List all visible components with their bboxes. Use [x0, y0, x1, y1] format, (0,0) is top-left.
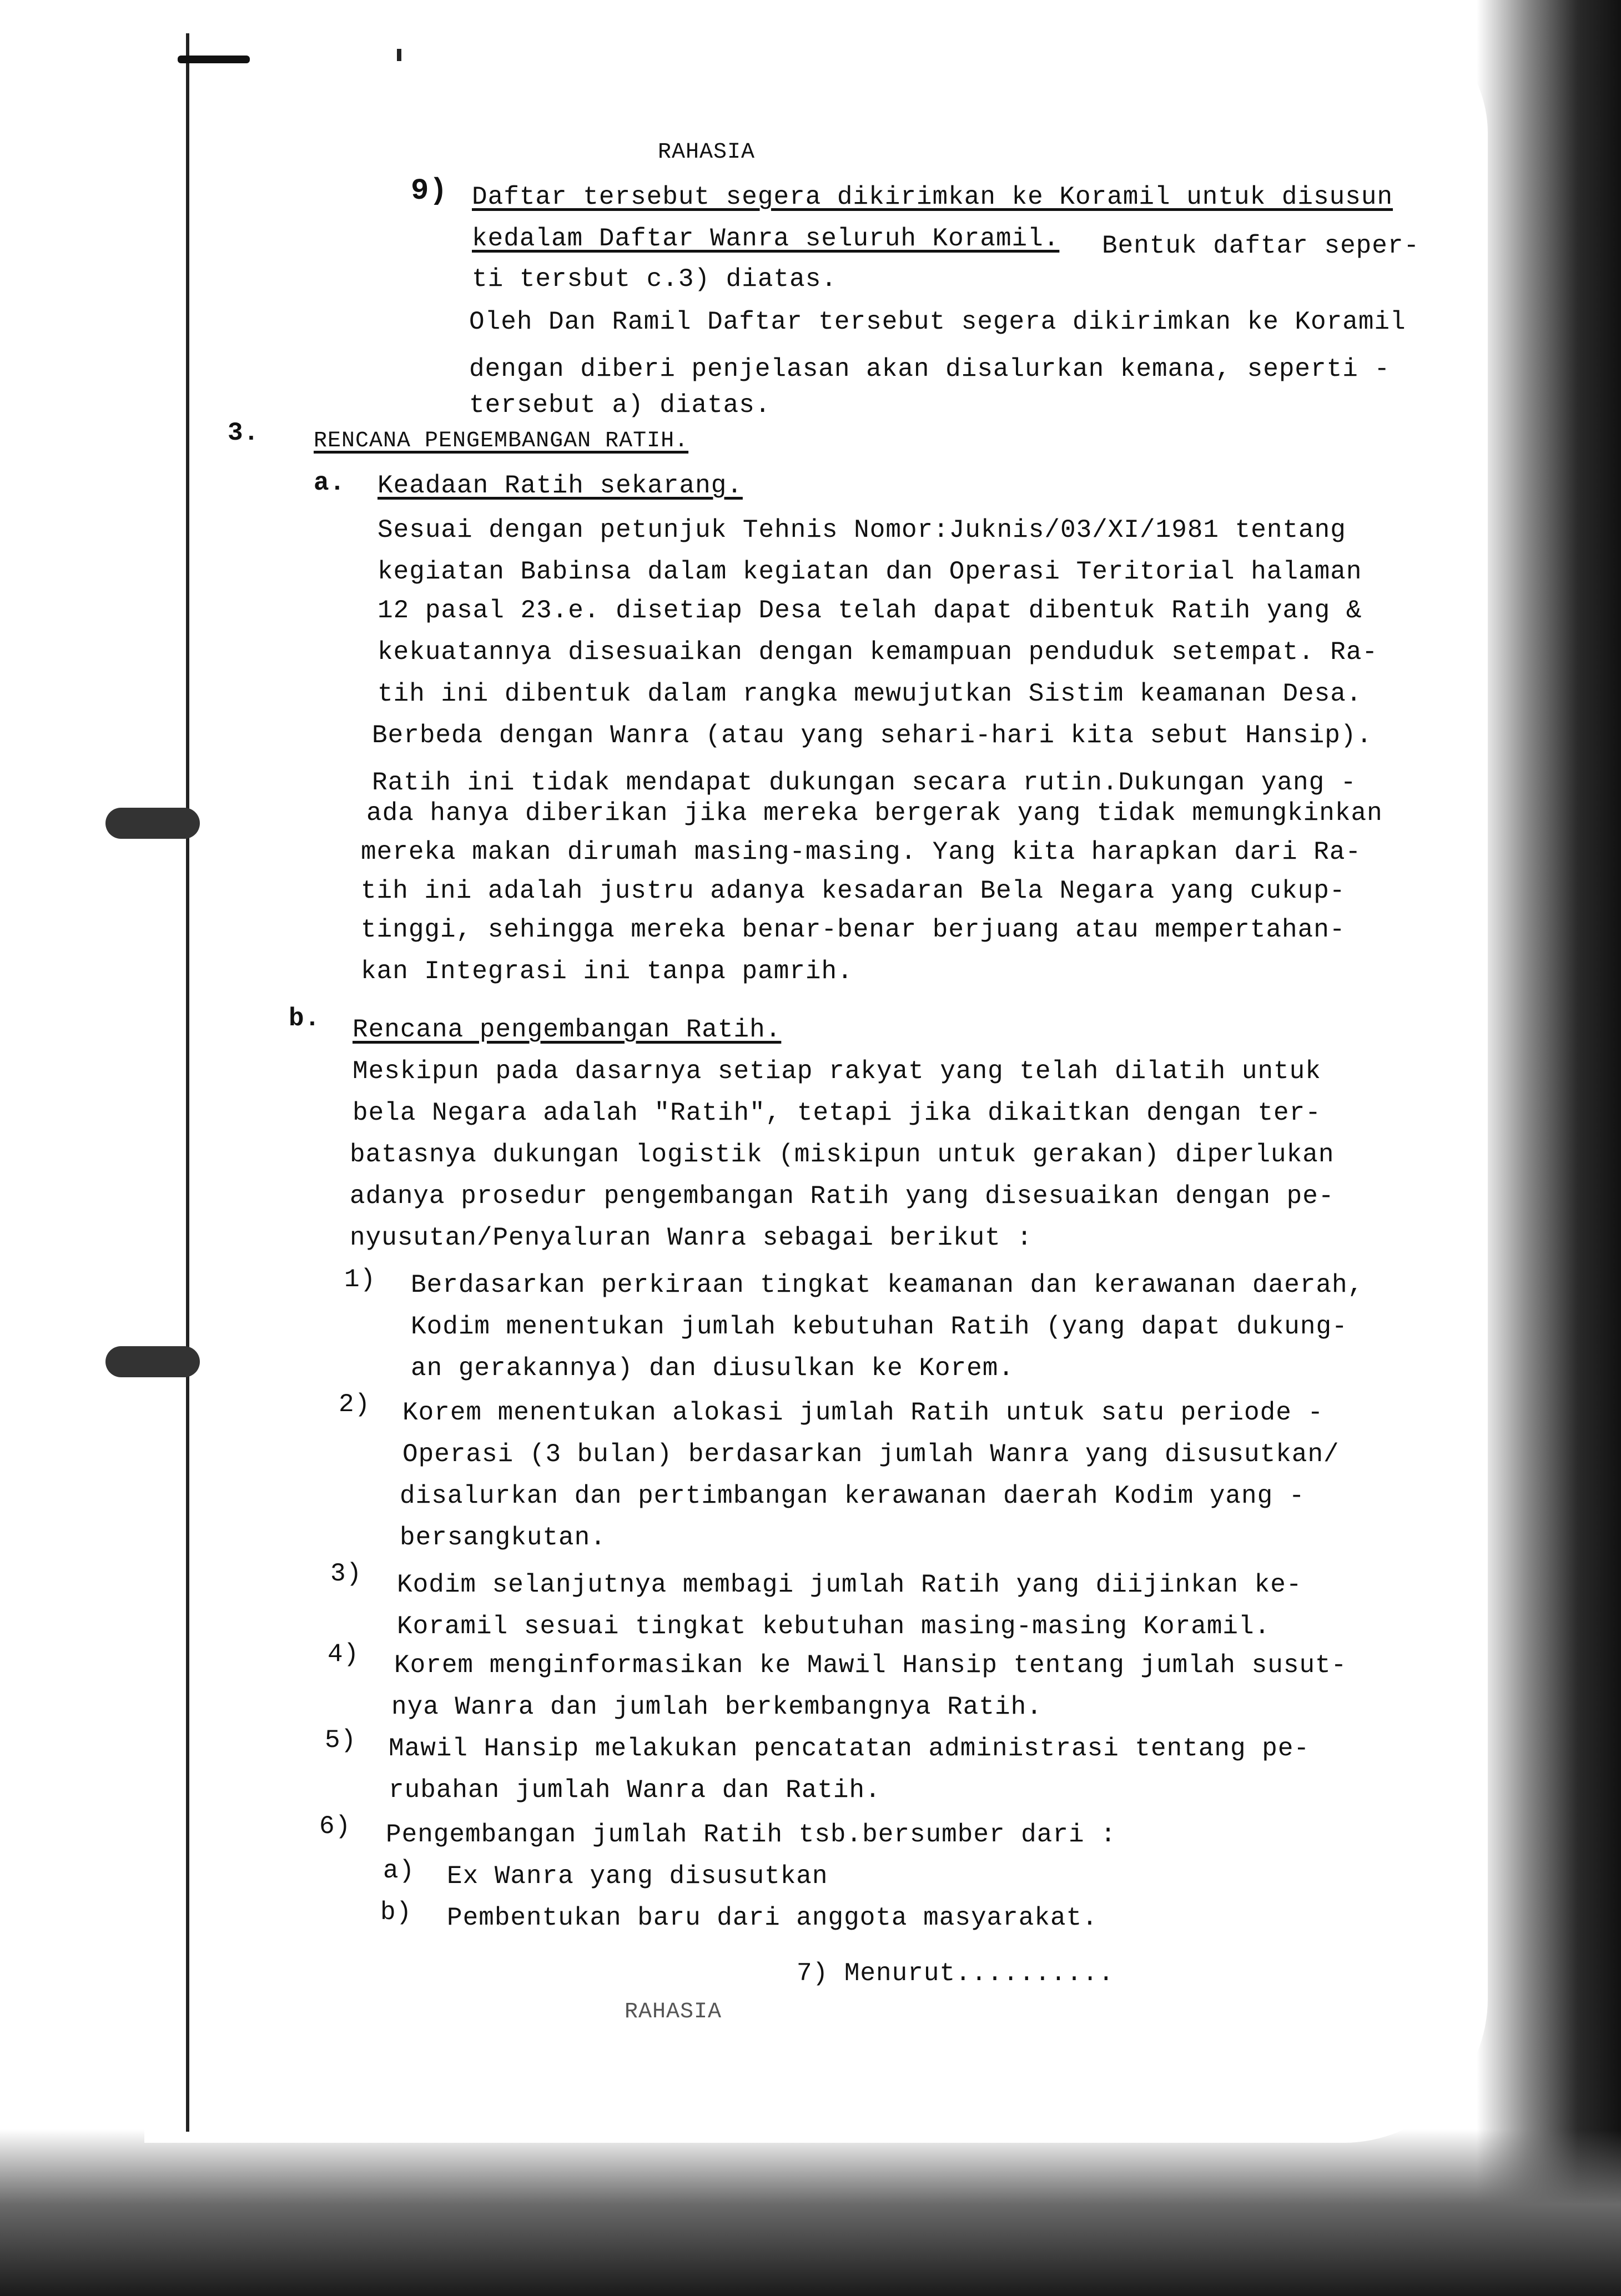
text-line: tersebut a) diatas. — [469, 391, 771, 420]
text-line: Pengembangan jumlah Ratih tsb.bersumber dari : — [386, 1820, 1116, 1849]
subsection-title: Keadaan Ratih sekarang. — [377, 471, 743, 500]
text-line: disalurkan dan pertimbangan kerawanan daerah Kodim yang - — [400, 1482, 1305, 1510]
subsection-marker: a. — [314, 469, 346, 497]
text-line: Mawil Hansip melakukan pencatatan administrasi tentang pe- — [389, 1734, 1310, 1763]
binder-ring — [105, 808, 200, 839]
text-line: dengan diberi penjelasan akan disalurkan kemana, seperti - — [469, 355, 1391, 384]
text-line: Kodim selanjutnya membagi jumlah Ratih yang diijinkan ke- — [397, 1570, 1302, 1599]
text-line: Koramil sesuai tingkat kebutuhan masing-masing Koramil. — [397, 1612, 1271, 1641]
punch-mark — [178, 56, 250, 63]
text-line: Berbeda dengan Wanra (atau yang sehari-hari kita sebut Hansip). — [372, 721, 1373, 750]
text-line: adanya prosedur pengembangan Ratih yang disesuaikan dengan pe- — [350, 1182, 1335, 1211]
text-line: ti tersbut c.3) diatas. — [472, 265, 837, 294]
subsection-title: Rencana pengembangan Ratih. — [353, 1015, 782, 1044]
text-line: Meskipun pada dasarnya setiap rakyat yang telah dilatih untuk — [353, 1057, 1321, 1086]
sub-list-number: a) — [383, 1856, 415, 1885]
classification-footer: RAHASIA — [625, 2000, 722, 2025]
list-item-number: 4) — [328, 1640, 360, 1669]
text-line: Kodim menentukan jumlah kebutuhan Ratih (yang dapat dukung- — [411, 1312, 1348, 1341]
text-line: Berdasarkan perkiraan tingkat keamanan dan kerawanan daerah, — [411, 1271, 1364, 1300]
text-line: tih ini dibentuk dalam rangka mewujutkan Sistim keamanan Desa. — [377, 679, 1362, 708]
list-item-number: 1) — [344, 1265, 376, 1294]
text-line: Sesuai dengan petunjuk Tehnis Nomor:Juknis/03/XI/1981 tentang — [377, 516, 1346, 545]
section-number: 3. — [228, 419, 260, 447]
text-line: bersangkutan. — [400, 1523, 606, 1552]
text-line: 12 pasal 23.e. disetiap Desa telah dapat dibentuk Ratih yang & — [377, 596, 1362, 625]
classification-header: RAHASIA — [658, 140, 756, 165]
text-line: kekuatannya disesuaikan dengan kemampuan penduduk setempat. Ra- — [377, 638, 1378, 667]
list-item-number: 3) — [330, 1559, 363, 1588]
continuation-marker: 7) Menurut.......... — [797, 1959, 1115, 1988]
binder-ring — [105, 1346, 200, 1377]
text-line: nya Wanra dan jumlah berkembangnya Ratih. — [391, 1693, 1043, 1721]
text-line: Korem menentukan alokasi jumlah Ratih untuk satu periode - — [402, 1398, 1324, 1427]
punch-mark — [397, 49, 401, 61]
list-item-number: 5) — [325, 1726, 357, 1755]
subsection-marker: b. — [289, 1004, 321, 1033]
sub-list-number: b) — [380, 1898, 412, 1927]
scan-edge-bottom — [0, 2129, 1621, 2296]
text-line: Daftar tersebut segera dikirimkan ke Koramil untuk disusun — [472, 183, 1393, 212]
text-line: Operasi (3 bulan) berdasarkan jumlah Wanra yang disusutkan/ — [402, 1440, 1340, 1469]
text-line: Oleh Dan Ramil Daftar tersebut segera dikirimkan ke Koramil — [469, 308, 1406, 336]
text-line: an gerakannya) dan diusulkan ke Korem. — [411, 1354, 1014, 1383]
text-line: ada hanya diberikan jika mereka bergerak yang tidak memungkinkan — [366, 799, 1383, 828]
list-item-number: 6) — [319, 1812, 351, 1841]
item-marker: 9) — [411, 174, 448, 208]
text-line: kan Integrasi ini tanpa pamrih. — [361, 957, 853, 986]
text-line: tih ini adalah justru adanya kesadaran Bela Negara yang cukup- — [361, 877, 1346, 905]
scan-edge-right — [1477, 0, 1621, 2296]
text-line: bela Negara adalah "Ratih", tetapi jika dikaitkan dengan ter- — [353, 1099, 1321, 1127]
list-item-number: 2) — [339, 1390, 371, 1419]
text-line: mereka makan dirumah masing-masing. Yang kita harapkan dari Ra- — [361, 838, 1362, 867]
text-line: rubahan jumlah Wanra dan Ratih. — [389, 1776, 881, 1805]
text-line: Korem menginformasikan ke Mawil Hansip tentang jumlah susut- — [394, 1651, 1347, 1680]
text-line: tinggi, sehingga mereka benar-benar berjuang atau mempertahan- — [361, 915, 1346, 944]
text-line: nyusutan/Penyaluran Wanra sebagai berikut : — [350, 1223, 1033, 1252]
binder-margin-line — [186, 33, 189, 2132]
text-line: Ratih ini tidak mendapat dukungan secara rutin.Dukungan yang - — [372, 768, 1357, 797]
section-title: RENCANA PENGEMBANGAN RATIH. — [314, 429, 689, 454]
text-line: Pembentukan baru dari anggota masyarakat. — [447, 1904, 1098, 1932]
text-line: Ex Wanra yang disusutkan — [447, 1862, 828, 1891]
text-line: batasnya dukungan logistik (miskipun untuk gerakan) diperlukan — [350, 1140, 1335, 1169]
text-line: kegiatan Babinsa dalam kegiatan dan Operasi Teritorial halaman — [377, 557, 1362, 586]
text-line: kedalam Daftar Wanra seluruh Koramil. — [472, 224, 1060, 253]
text-line: Bentuk daftar seper- — [1102, 231, 1420, 260]
